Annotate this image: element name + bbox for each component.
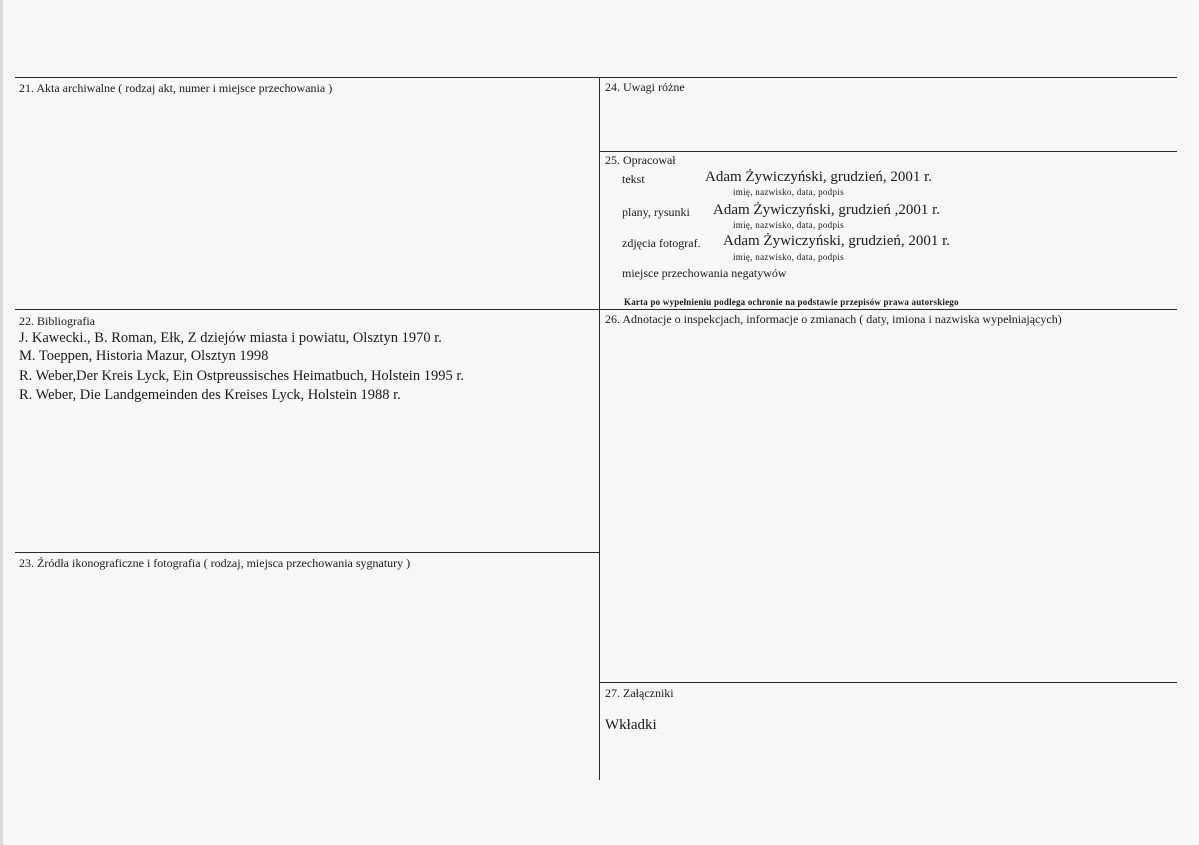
bibliography-entry: R. Weber,Der Kreis Lyck, Ein Ostpreussisches Heimatbuch, Holstein 1995 r. [19, 368, 464, 384]
negatives-location-label: miejsce przechowania negatywów [622, 266, 787, 280]
center-divider [599, 77, 600, 780]
section-22-label: 22. Bibliografia [19, 314, 95, 328]
signature-caption: imię, nazwisko, data, podpis [733, 187, 844, 197]
author-value-photos: Adam Żywiczyński, grudzień, 2001 r. [723, 233, 951, 249]
top-border [15, 77, 1177, 78]
section-23-label: 23. Źródła ikonograficzne i fotografia ( rodzaj, miejsca przechowania sygnatury ) [19, 556, 411, 570]
divider-24-25 [599, 151, 1177, 152]
attachments-value: Wkładki [605, 717, 657, 733]
bibliography-entry: R. Weber, Die Landgemeinden des Kreises Lyck, Holstein 1988 r. [19, 387, 401, 403]
page-edge-shadow [0, 0, 3, 845]
author-role-photos: zdjęcia fotograf. [622, 236, 701, 250]
author-role-plans: plany, rysunki [622, 205, 690, 219]
signature-caption: imię, nazwisko, data, podpis [733, 252, 844, 262]
section-21-label: 21. Akta archiwalne ( rodzaj akt, numer i miejsce przechowania ) [19, 81, 333, 95]
divider-26-27 [599, 682, 1177, 683]
bibliography-entry: J. Kawecki., B. Roman, Ełk, Z dziejów miasta i powiatu, Olsztyn 1970 r. [19, 330, 442, 346]
divider-25-26 [599, 309, 1177, 310]
section-27-label: 27. Załączniki [605, 686, 674, 700]
divider-22-23 [15, 552, 599, 553]
bibliography-entry: M. Toeppen, Historia Mazur, Olsztyn 1998 [19, 348, 269, 364]
section-24-label: 24. Uwagi różne [605, 80, 685, 94]
section-25-label: 25. Opracował [605, 153, 676, 167]
copyright-note: Karta po wypełnieniu podlega ochronie na podstawie przepisów prawa autorskiego [624, 297, 959, 307]
author-role-text: tekst [622, 172, 645, 186]
signature-caption: imię, nazwisko, data, podpis [733, 220, 844, 230]
divider-21-22 [15, 309, 599, 310]
author-value-text: Adam Żywiczyński, grudzień, 2001 r. [705, 169, 933, 185]
section-26-label: 26. Adnotacje o inspekcjach, informacje o zmianach ( daty, imiona i nazwiska wypełniających) [605, 312, 1062, 326]
author-value-plans: Adam Żywiczyński, grudzień ,2001 r. [713, 202, 941, 218]
